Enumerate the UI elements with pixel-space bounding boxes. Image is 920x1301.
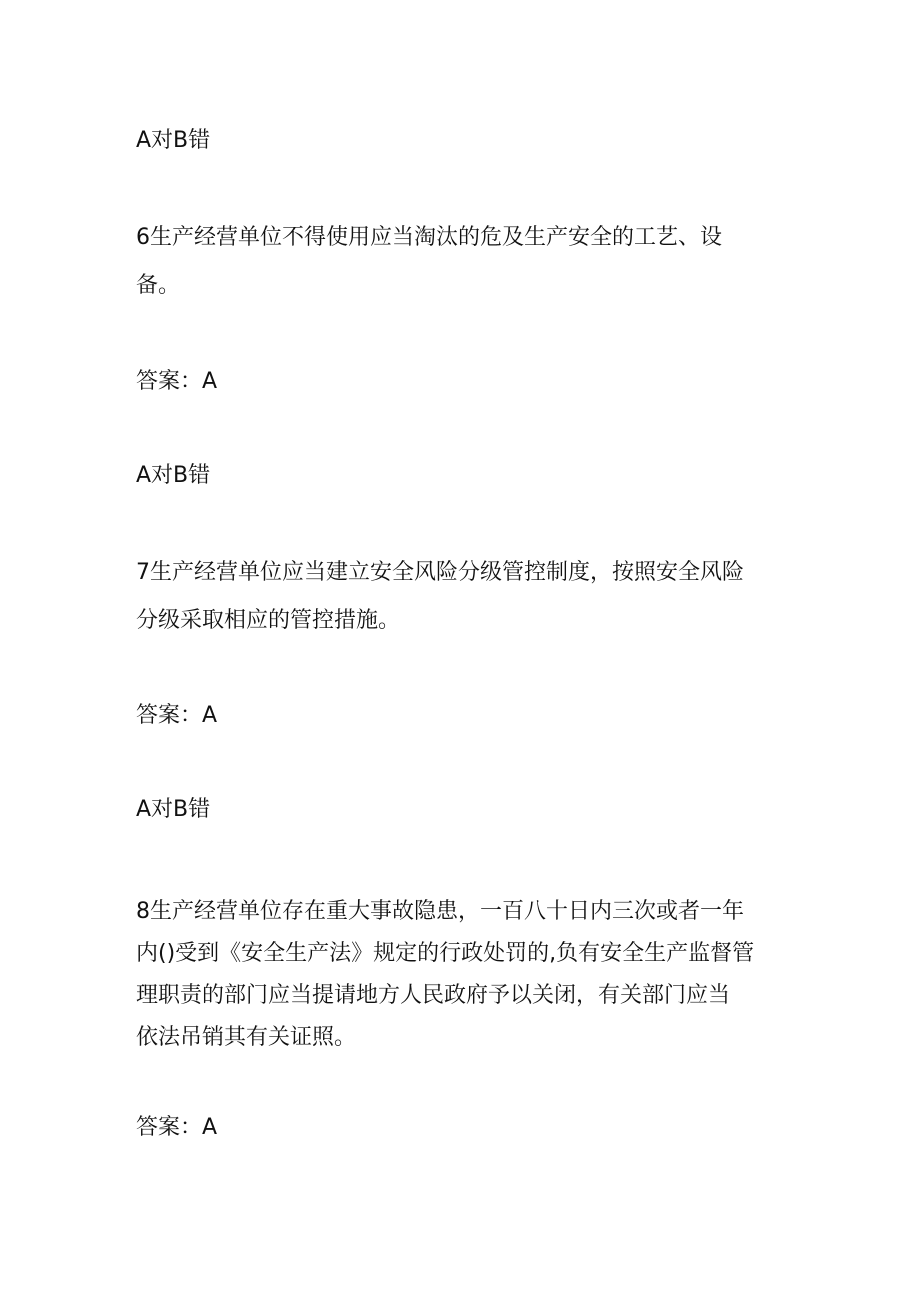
options-line: A对B错 [136, 463, 211, 488]
question-8-text-cont: 理职责的部门应当提请地方人民政府予以关闭，有关部门应当 [136, 983, 731, 1008]
answer-line: 答案：A [136, 703, 218, 728]
question-8-text-cont: 内()受到《安全生产法》规定的行政处罚的,负有安全生产监督管 [136, 941, 755, 966]
options-line: A对B错 [136, 128, 211, 153]
options-line: A对B错 [136, 797, 211, 822]
question-6-text: 6生产经营单位不得使用应当淘汰的危及生产安全的工艺、设 [136, 225, 722, 250]
question-6-text-cont: 备。 [136, 273, 181, 298]
question-8-text-cont: 依法吊销其有关证照。 [136, 1025, 357, 1050]
answer-line: 答案：A [136, 1115, 218, 1140]
question-7-text-cont: 分级采取相应的管控措施。 [136, 608, 401, 633]
answer-line: 答案：A [136, 369, 218, 394]
question-8-text: 8生产经营单位存在重大事故隐患，一百八十日内三次或者一年 [136, 899, 744, 924]
question-7-text: 7生产经营单位应当建立安全风险分级管控制度，按照安全风险 [136, 560, 744, 585]
